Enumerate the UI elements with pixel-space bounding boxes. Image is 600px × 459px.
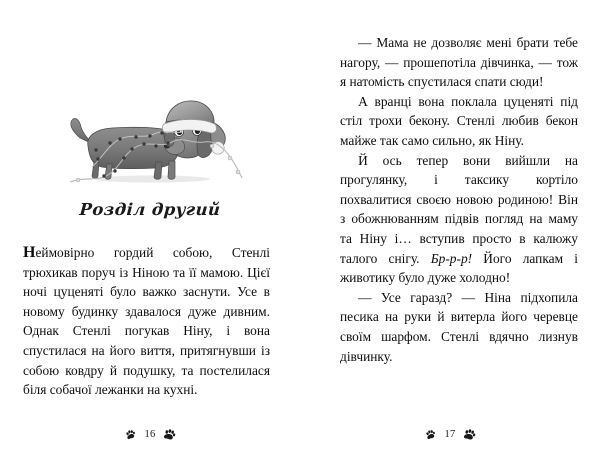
paw-print-icon <box>424 428 437 441</box>
paragraph <box>340 288 578 366</box>
paragraph <box>340 92 578 151</box>
right-page-body-text <box>340 33 578 366</box>
paw-print-icon <box>124 428 137 441</box>
page-number: 17 <box>444 429 456 440</box>
dachshund-puppy-illustration <box>52 96 252 196</box>
page-number: 16 <box>144 429 156 440</box>
paragraph-text: еймовірно гордий собою, Стенлі трюхикав поруч із Ніною та її мамою. Цієї ночі цуценяті було важко заснути. Усе в новому будинку здавалося дуже дивним. Однак Стенлі погукав Ніну, і вона спустилася на його виття, притягнувши із собою ковдру й подушку, та постелилася біля собачої лежанки на кухні. <box>23 245 270 398</box>
paragraph-text: А вранці вона поклала цуценяті під стіл трохи бекону. Стенлі любив бекон майже так само сильно, як Ніну. <box>340 93 578 148</box>
paragraph-text: — Усе гаразд? — Ніна підхопила песика на руки й витерла його черевце своїм шарфом. Стенлі вдячно лизнув дівчинку. <box>340 289 578 364</box>
paragraph-text-italic: Бр-р-р! <box>430 250 473 266</box>
paw-print-icon <box>161 427 176 442</box>
paragraph-text: Й ось тепер вони вийшли на прогулянку, і таксику кортіло похвалитися своєю новою родиною! Він з обожнюванням підвів погляд на маму та Ніну і… вступив просто в калюжу талого снігу. <box>340 152 578 266</box>
left-page-footer <box>0 428 300 441</box>
paragraph-text: — Мама не дозволяє мені брати тебе нагору, — прошепотіла дівчинка, — тож я натомість спустилася спати сюди! <box>340 35 578 90</box>
paragraph-text: Його лапкам і животику було дуже холодно! <box>340 250 578 286</box>
chapter-heading: Розділ другий <box>78 200 222 219</box>
paragraph <box>23 243 270 400</box>
paragraph <box>340 151 578 288</box>
right-page-footer <box>300 428 600 441</box>
paragraph <box>340 33 578 92</box>
drop-cap: Н <box>23 244 36 261</box>
right-page <box>300 0 600 459</box>
paw-print-icon <box>461 427 476 442</box>
left-page-body-text <box>23 243 270 400</box>
